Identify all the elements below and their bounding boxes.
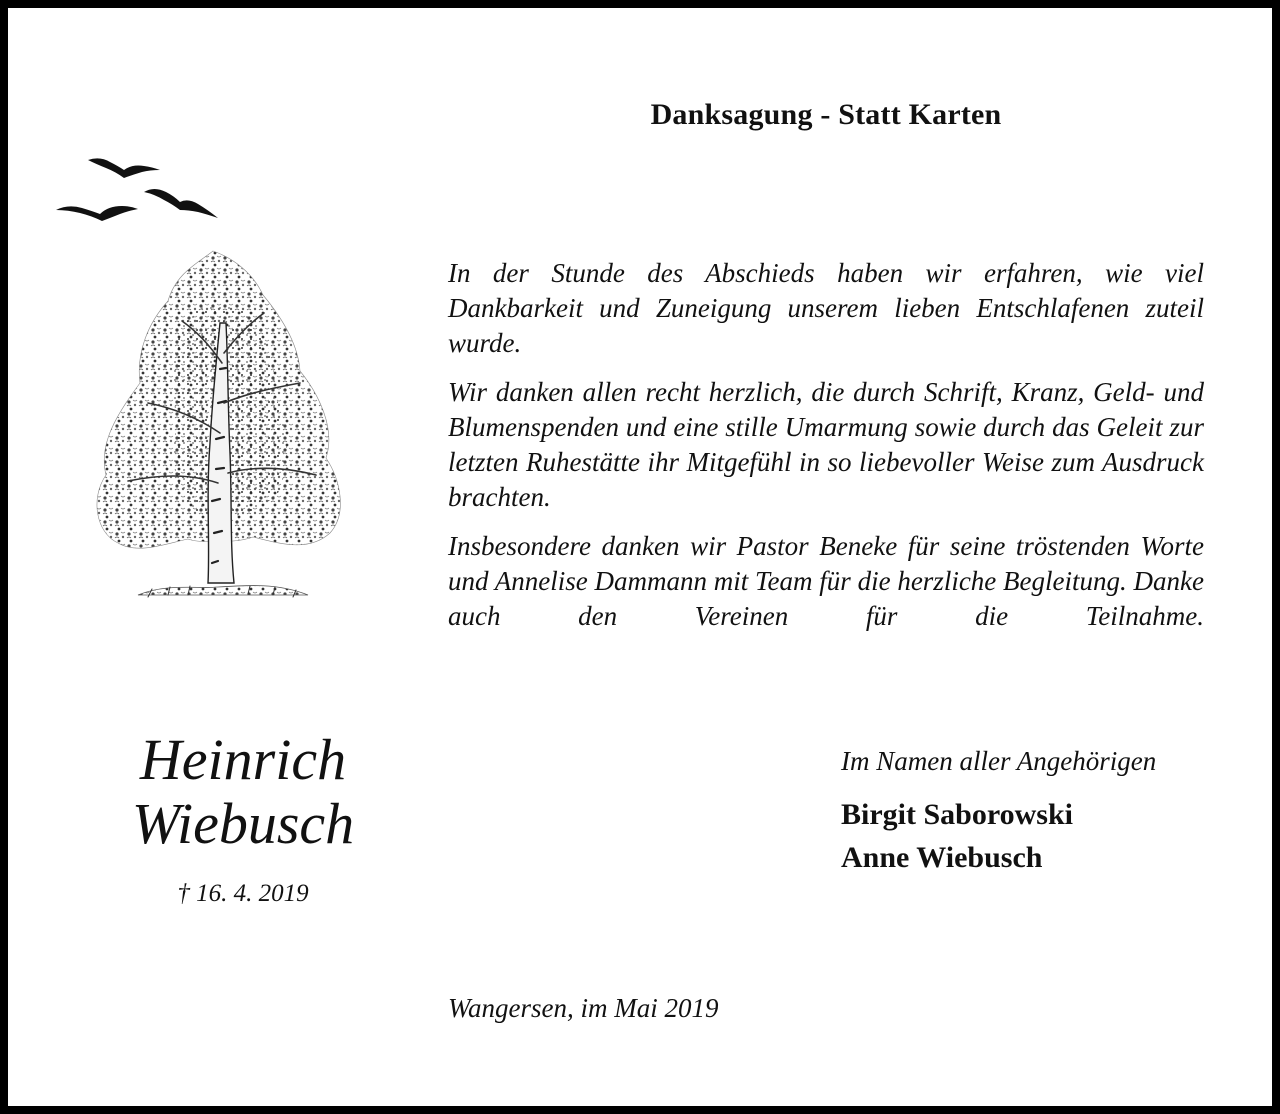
paragraph-1: In der Stunde des Abschieds haben wir erfahren, wie viel Dankbarkeit und Zuneigung unserem lieben Entschlafenen zuteil wurde. <box>448 258 1204 358</box>
signer-name: Birgit Saborowski <box>841 798 1073 831</box>
deceased-first-name: Heinrich <box>139 727 347 792</box>
signature-intro: Im Namen aller Angehörigen <box>841 746 1157 776</box>
deceased-last-name: Wiebusch <box>131 791 355 856</box>
deceased-name <box>68 728 418 856</box>
heading: Danksagung - Statt Karten <box>650 98 1002 131</box>
paragraph-2: Wir danken allen recht herzlich, die durch Schrift, Kranz, Geld- und Blumenspenden und eine stille Umarmung sowie durch das Geleit zur letzten Ruhestätte ihr Mitgefühl in so liebevoller Weise zum Ausdruck brachten. <box>448 377 1204 512</box>
death-date: † 16. 4. 2019 <box>177 880 309 907</box>
thanks-text <box>448 256 1204 648</box>
signer-name: Anne Wiebusch <box>841 841 1043 874</box>
birch-tree-icon <box>78 243 358 618</box>
birds-icon <box>48 148 228 228</box>
place-date: Wangersen, im Mai 2019 <box>448 993 719 1023</box>
paragraph-3: Insbesondere danken wir Pastor Beneke für seine tröstenden Worte und Annelise Dammann mit Team für die herzliche Begleitung. Danke auch den Vereinen für die Teilnahme. <box>448 531 1204 631</box>
